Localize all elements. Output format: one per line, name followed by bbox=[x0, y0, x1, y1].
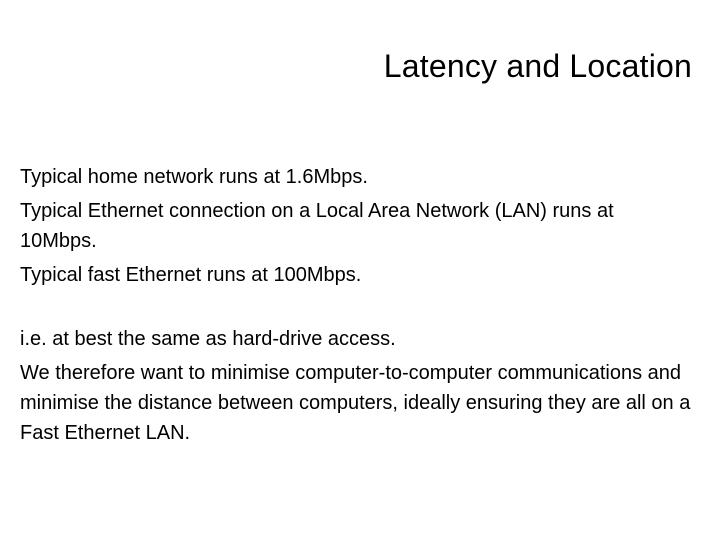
body-paragraph-home-network: Typical home network runs at 1.6Mbps. bbox=[20, 166, 368, 188]
paragraph-spacer bbox=[20, 294, 710, 324]
body-paragraph-minimise-communications: We therefore want to minimise computer-to-computer communications and minimise the distance between computers, ideally ensuring they are all on a Fast Ethernet LAN. bbox=[20, 362, 691, 444]
slide-body bbox=[20, 162, 710, 452]
body-paragraph-ethernet-lan: Typical Ethernet connection on a Local Area Network (LAN) runs at 10Mbps. bbox=[20, 200, 614, 252]
slide-title: Latency and Location bbox=[383, 48, 692, 84]
body-paragraph-hard-drive: i.e. at best the same as hard-drive access. bbox=[20, 328, 396, 350]
body-paragraph-fast-ethernet: Typical fast Ethernet runs at 100Mbps. bbox=[20, 264, 362, 286]
